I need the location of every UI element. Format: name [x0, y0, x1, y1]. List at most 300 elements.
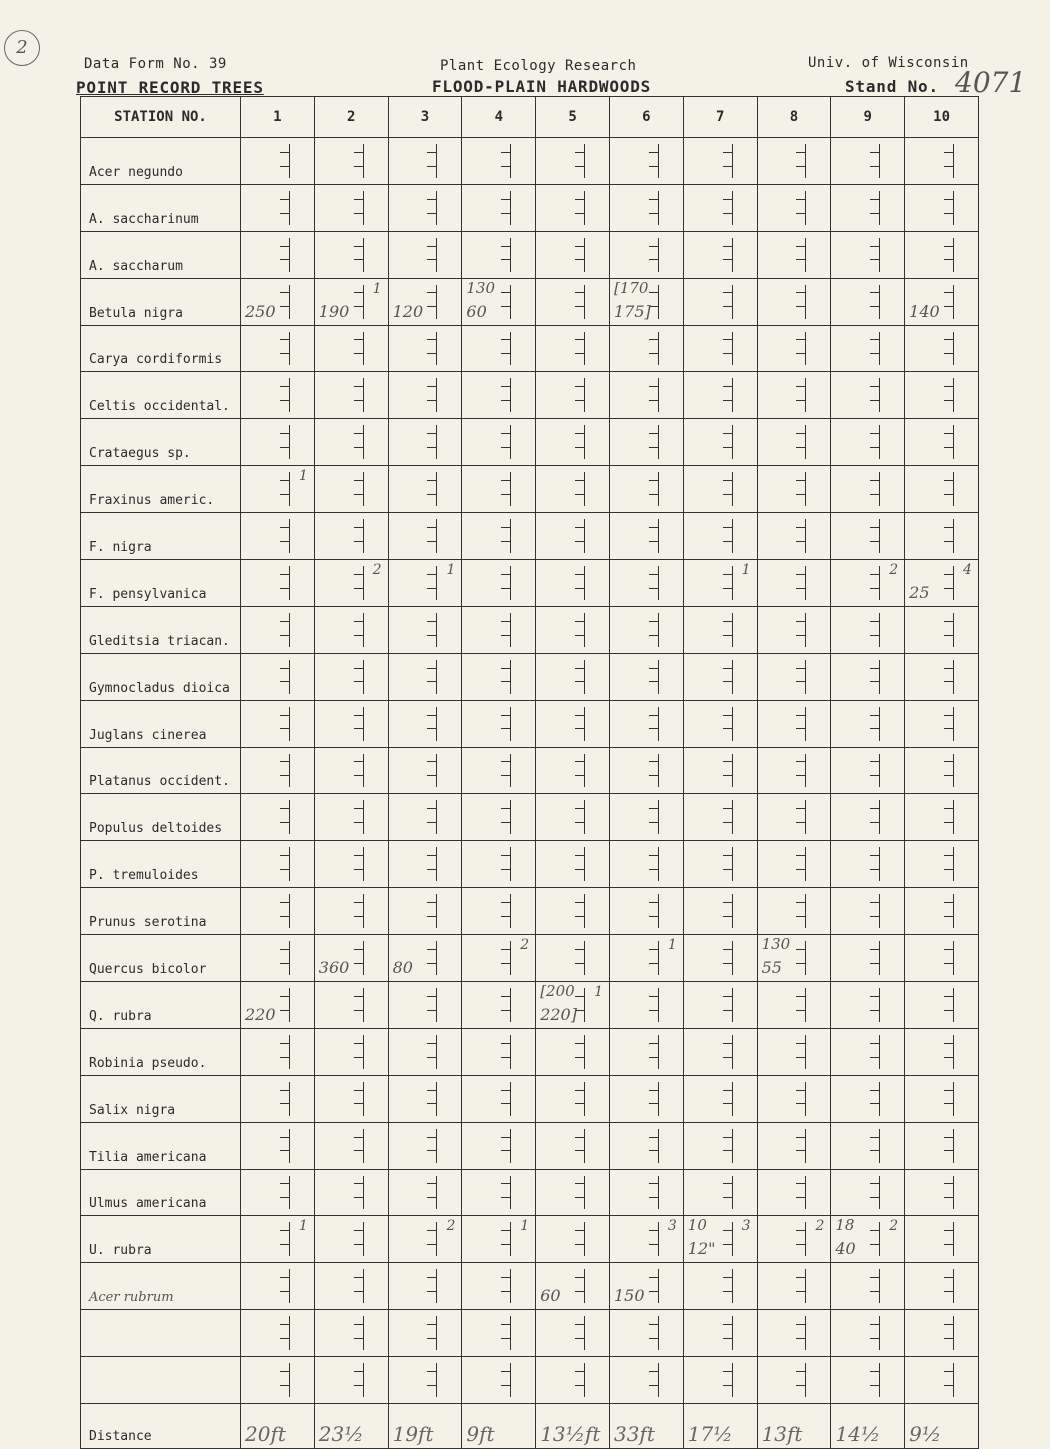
station-cell[interactable] [831, 888, 905, 935]
station-cell[interactable] [388, 466, 462, 513]
station-cell[interactable] [905, 606, 979, 653]
station-cell[interactable] [388, 372, 462, 419]
station-cell[interactable] [388, 138, 462, 185]
station-cell[interactable] [241, 372, 315, 419]
station-cell[interactable] [536, 1075, 610, 1122]
station-cell[interactable] [314, 419, 388, 466]
station-cell[interactable] [683, 794, 757, 841]
station-cell[interactable] [905, 982, 979, 1029]
station-cell[interactable] [536, 1310, 610, 1357]
station-cell[interactable] [905, 1169, 979, 1216]
station-cell[interactable] [388, 935, 462, 982]
station-cell[interactable] [241, 1357, 315, 1404]
station-cell[interactable] [757, 1122, 831, 1169]
station-cell[interactable] [388, 841, 462, 888]
station-cell[interactable] [388, 231, 462, 278]
cell-tick [796, 152, 806, 153]
station-cell[interactable] [388, 1122, 462, 1169]
station-cell[interactable] [905, 747, 979, 794]
station-cell[interactable] [831, 841, 905, 888]
station-cell[interactable] [388, 1263, 462, 1310]
cell-tick [427, 761, 437, 762]
distance-cell[interactable] [683, 1404, 757, 1449]
station-cell[interactable] [536, 1216, 610, 1263]
station-cell[interactable] [536, 278, 610, 325]
station-cell[interactable] [831, 1075, 905, 1122]
station-cell[interactable] [683, 935, 757, 982]
station-cell[interactable] [831, 513, 905, 560]
station-cell[interactable] [462, 653, 536, 700]
station-cell[interactable] [536, 1357, 610, 1404]
station-cell[interactable] [683, 419, 757, 466]
station-cell[interactable] [462, 466, 536, 513]
station-cell[interactable] [241, 184, 315, 231]
station-cell[interactable] [462, 935, 536, 982]
station-cell[interactable] [831, 794, 905, 841]
station-cell[interactable] [609, 747, 683, 794]
station-cell[interactable] [314, 325, 388, 372]
station-cell[interactable] [609, 606, 683, 653]
station-cell[interactable] [905, 138, 979, 185]
station-cell[interactable] [831, 184, 905, 231]
station-cell[interactable] [683, 138, 757, 185]
station-cell[interactable] [609, 1263, 683, 1310]
station-cell[interactable] [683, 231, 757, 278]
station-cell[interactable] [314, 1075, 388, 1122]
station-cell[interactable] [536, 700, 610, 747]
station-cell[interactable] [609, 1357, 683, 1404]
station-cell[interactable] [905, 231, 979, 278]
cell-tick [354, 1090, 364, 1091]
station-cell[interactable] [241, 1310, 315, 1357]
station-cell[interactable] [241, 888, 315, 935]
station-cell[interactable] [241, 419, 315, 466]
station-cell[interactable] [905, 841, 979, 888]
cell-tick [354, 386, 364, 387]
station-cell[interactable] [241, 841, 315, 888]
station-cell[interactable] [241, 1028, 315, 1075]
station-cell[interactable] [831, 1028, 905, 1075]
station-cell[interactable] [757, 888, 831, 935]
station-cell[interactable] [609, 888, 683, 935]
station-cell[interactable] [536, 935, 610, 982]
station-cell[interactable] [462, 888, 536, 935]
distance-cell[interactable] [388, 1404, 462, 1449]
station-cell[interactable] [462, 1216, 536, 1263]
station-cell[interactable] [609, 184, 683, 231]
station-cell[interactable] [314, 700, 388, 747]
station-cell[interactable] [905, 184, 979, 231]
station-cell[interactable] [241, 935, 315, 982]
station-cell[interactable] [905, 278, 979, 325]
station-cell[interactable] [314, 982, 388, 1029]
station-cell[interactable] [462, 841, 536, 888]
station-cell[interactable] [609, 1169, 683, 1216]
distance-cell[interactable] [609, 1404, 683, 1449]
cell-tick [427, 1244, 437, 1245]
station-cell[interactable] [388, 1310, 462, 1357]
station-cell[interactable] [905, 935, 979, 982]
species-name: Fraxinus americ. [81, 466, 241, 513]
station-cell[interactable] [388, 982, 462, 1029]
station-cell[interactable] [536, 372, 610, 419]
station-cell[interactable] [905, 1357, 979, 1404]
station-cell[interactable] [905, 1075, 979, 1122]
station-cell[interactable] [683, 372, 757, 419]
cell-divider [363, 847, 364, 881]
station-cell[interactable] [462, 138, 536, 185]
station-cell[interactable] [462, 231, 536, 278]
station-cell[interactable] [683, 747, 757, 794]
station-cell[interactable] [609, 325, 683, 372]
station-cell[interactable] [831, 1122, 905, 1169]
station-cell[interactable] [609, 466, 683, 513]
station-cell[interactable] [609, 231, 683, 278]
station-cell[interactable] [683, 841, 757, 888]
station-cell[interactable] [683, 1263, 757, 1310]
station-cell[interactable] [388, 1169, 462, 1216]
cell-tick [427, 902, 437, 903]
station-cell[interactable] [609, 1216, 683, 1263]
diameter-value: 130 [761, 935, 791, 954]
station-cell[interactable] [462, 372, 536, 419]
station-cell[interactable] [757, 747, 831, 794]
station-cell[interactable] [757, 1169, 831, 1216]
station-cell[interactable] [536, 606, 610, 653]
station-cell[interactable] [757, 1028, 831, 1075]
station-cell[interactable] [241, 231, 315, 278]
station-cell[interactable] [388, 888, 462, 935]
station-cell[interactable] [241, 1169, 315, 1216]
station-cell[interactable] [388, 560, 462, 607]
station-cell[interactable] [314, 560, 388, 607]
distance-cell[interactable] [757, 1404, 831, 1449]
station-cell[interactable] [314, 1357, 388, 1404]
station-cell[interactable] [831, 747, 905, 794]
station-cell[interactable] [683, 1169, 757, 1216]
station-cell[interactable] [314, 1310, 388, 1357]
station-cell[interactable] [757, 935, 831, 982]
station-cell[interactable] [757, 1357, 831, 1404]
station-cell[interactable] [388, 606, 462, 653]
station-cell[interactable] [462, 747, 536, 794]
station-cell[interactable] [683, 1357, 757, 1404]
station-cell[interactable] [683, 1122, 757, 1169]
station-cell[interactable] [757, 184, 831, 231]
station-cell[interactable] [831, 700, 905, 747]
station-cell[interactable] [536, 1263, 610, 1310]
cell-tick [944, 681, 954, 682]
station-cell[interactable] [388, 419, 462, 466]
station-cell[interactable] [536, 888, 610, 935]
station-cell[interactable] [831, 278, 905, 325]
station-cell[interactable] [241, 325, 315, 372]
station-cell[interactable] [388, 653, 462, 700]
station-cell[interactable] [757, 1075, 831, 1122]
station-cell[interactable] [314, 794, 388, 841]
station-cell[interactable] [388, 184, 462, 231]
station-cell[interactable] [757, 325, 831, 372]
station-cell[interactable] [462, 794, 536, 841]
station-cell[interactable] [609, 700, 683, 747]
station-cell[interactable] [831, 935, 905, 982]
station-cell[interactable] [241, 138, 315, 185]
station-cell[interactable] [609, 1028, 683, 1075]
station-cell[interactable] [536, 1169, 610, 1216]
station-cell[interactable] [462, 278, 536, 325]
station-cell[interactable] [536, 1028, 610, 1075]
cell-tick [796, 1371, 806, 1372]
station-cell[interactable] [609, 560, 683, 607]
station-cell[interactable] [314, 606, 388, 653]
station-cell[interactable] [314, 278, 388, 325]
station-cell[interactable] [683, 184, 757, 231]
station-cell[interactable] [241, 560, 315, 607]
station-cell[interactable] [241, 982, 315, 1029]
station-cell[interactable] [388, 1028, 462, 1075]
station-cell[interactable] [683, 1075, 757, 1122]
station-cell[interactable] [314, 1216, 388, 1263]
station-cell[interactable] [314, 513, 388, 560]
station-cell[interactable] [388, 1357, 462, 1404]
station-cell[interactable] [388, 747, 462, 794]
station-cell[interactable] [905, 1028, 979, 1075]
cell-divider [584, 754, 585, 788]
distance-cell[interactable] [905, 1404, 979, 1449]
station-cell[interactable] [905, 466, 979, 513]
station-cell[interactable] [241, 653, 315, 700]
cell-divider [436, 1176, 437, 1210]
station-cell[interactable] [609, 372, 683, 419]
station-cell[interactable] [536, 982, 610, 1029]
station-cell[interactable] [314, 1169, 388, 1216]
station-cell[interactable] [757, 606, 831, 653]
station-cell[interactable] [757, 700, 831, 747]
station-cell[interactable] [683, 888, 757, 935]
station-cell[interactable] [462, 560, 536, 607]
station-cell[interactable] [388, 1216, 462, 1263]
station-cell[interactable] [241, 1075, 315, 1122]
station-cell[interactable] [683, 560, 757, 607]
station-cell[interactable] [314, 1263, 388, 1310]
station-cell[interactable] [536, 747, 610, 794]
station-cell[interactable] [462, 325, 536, 372]
station-cell[interactable] [683, 606, 757, 653]
station-cell[interactable] [683, 1216, 757, 1263]
station-cell[interactable] [388, 794, 462, 841]
station-cell[interactable] [831, 1310, 905, 1357]
station-cell[interactable] [609, 653, 683, 700]
station-cell[interactable] [831, 466, 905, 513]
station-cell[interactable] [757, 372, 831, 419]
station-cell[interactable] [536, 419, 610, 466]
station-cell[interactable] [683, 653, 757, 700]
cell-divider [584, 425, 585, 459]
station-cell[interactable] [314, 1122, 388, 1169]
station-cell[interactable] [462, 1357, 536, 1404]
station-cell[interactable] [536, 1122, 610, 1169]
station-cell[interactable] [314, 466, 388, 513]
distance-cell[interactable] [314, 1404, 388, 1449]
cell-tick [870, 574, 880, 575]
station-cell[interactable] [905, 888, 979, 935]
station-cell[interactable] [905, 419, 979, 466]
station-cell[interactable] [314, 841, 388, 888]
station-cell[interactable] [831, 606, 905, 653]
station-cell[interactable] [462, 1028, 536, 1075]
station-cell[interactable] [241, 606, 315, 653]
station-cell[interactable] [609, 982, 683, 1029]
station-cell[interactable] [314, 184, 388, 231]
station-cell[interactable] [905, 372, 979, 419]
station-cell[interactable] [683, 466, 757, 513]
station-cell[interactable] [314, 653, 388, 700]
cell-divider [879, 1316, 880, 1350]
station-cell[interactable] [757, 794, 831, 841]
station-cell[interactable] [757, 1310, 831, 1357]
station-cell[interactable] [536, 841, 610, 888]
cell-tick [870, 1244, 880, 1245]
station-cell[interactable] [536, 325, 610, 372]
station-cell[interactable] [757, 841, 831, 888]
station-cell[interactable] [757, 1216, 831, 1263]
station-cell[interactable] [462, 1169, 536, 1216]
station-cell[interactable] [609, 1310, 683, 1357]
station-cell[interactable] [462, 982, 536, 1029]
station-cell[interactable] [905, 560, 979, 607]
station-cell[interactable] [314, 935, 388, 982]
station-cell[interactable] [388, 700, 462, 747]
station-cell[interactable] [757, 982, 831, 1029]
station-cell[interactable] [462, 184, 536, 231]
station-cell[interactable] [831, 372, 905, 419]
station-cell[interactable] [905, 700, 979, 747]
station-cell[interactable] [609, 935, 683, 982]
station-cell[interactable] [757, 138, 831, 185]
station-cell[interactable] [683, 1310, 757, 1357]
station-cell[interactable] [757, 419, 831, 466]
station-cell[interactable] [905, 1122, 979, 1169]
station-cell[interactable] [905, 1263, 979, 1310]
station-cell[interactable] [462, 419, 536, 466]
station-cell[interactable] [831, 1169, 905, 1216]
station-cell[interactable] [831, 419, 905, 466]
station-cell[interactable] [536, 794, 610, 841]
station-cell[interactable] [314, 372, 388, 419]
station-cell[interactable] [757, 513, 831, 560]
station-cell[interactable] [388, 513, 462, 560]
distance-cell[interactable] [462, 1404, 536, 1449]
station-cell[interactable] [388, 325, 462, 372]
station-cell[interactable] [241, 278, 315, 325]
station-cell[interactable] [241, 700, 315, 747]
station-cell[interactable] [905, 1310, 979, 1357]
station-cell[interactable] [388, 278, 462, 325]
station-cell[interactable] [683, 278, 757, 325]
station-cell[interactable] [536, 138, 610, 185]
station-cell[interactable] [831, 325, 905, 372]
station-cell[interactable] [462, 513, 536, 560]
cell-tick [944, 1230, 954, 1231]
station-cell[interactable] [683, 700, 757, 747]
station-cell[interactable] [683, 1028, 757, 1075]
station-cell[interactable] [536, 184, 610, 231]
station-cell[interactable] [462, 1075, 536, 1122]
station-cell[interactable] [831, 653, 905, 700]
station-cell[interactable] [314, 888, 388, 935]
station-cell[interactable] [536, 513, 610, 560]
station-cell[interactable] [831, 1357, 905, 1404]
station-cell[interactable] [609, 1075, 683, 1122]
station-cell[interactable] [831, 560, 905, 607]
station-cell[interactable] [905, 1216, 979, 1263]
station-cell[interactable] [683, 513, 757, 560]
station-cell[interactable] [757, 278, 831, 325]
station-cell[interactable] [905, 653, 979, 700]
station-cell[interactable] [757, 653, 831, 700]
station-cell[interactable] [462, 1310, 536, 1357]
station-cell[interactable] [609, 841, 683, 888]
station-cell[interactable] [757, 466, 831, 513]
station-cell[interactable] [609, 513, 683, 560]
station-cell[interactable] [241, 466, 315, 513]
station-cell[interactable] [241, 1122, 315, 1169]
station-cell[interactable] [388, 1075, 462, 1122]
station-cell[interactable] [757, 231, 831, 278]
station-cell[interactable] [241, 794, 315, 841]
station-cell[interactable] [683, 325, 757, 372]
cell-divider [584, 1316, 585, 1350]
station-cell[interactable] [536, 466, 610, 513]
station-cell[interactable] [536, 653, 610, 700]
station-cell[interactable] [462, 700, 536, 747]
station-cell[interactable] [757, 560, 831, 607]
station-cell[interactable] [905, 794, 979, 841]
station-cell[interactable] [609, 138, 683, 185]
station-cell[interactable] [462, 606, 536, 653]
station-cell[interactable] [831, 138, 905, 185]
station-cell[interactable] [241, 1263, 315, 1310]
station-cell[interactable] [314, 231, 388, 278]
station-cell[interactable] [609, 278, 683, 325]
station-cell[interactable] [314, 1028, 388, 1075]
station-cell[interactable] [536, 231, 610, 278]
station-cell[interactable] [314, 138, 388, 185]
station-cell[interactable] [536, 560, 610, 607]
distance-cell[interactable] [241, 1404, 315, 1449]
distance-cell[interactable] [831, 1404, 905, 1449]
station-cell[interactable] [609, 794, 683, 841]
station-cell[interactable] [831, 1216, 905, 1263]
station-cell[interactable] [241, 1216, 315, 1263]
station-cell[interactable] [314, 747, 388, 794]
station-cell[interactable] [831, 982, 905, 1029]
cell-tick [723, 949, 733, 950]
station-cell[interactable] [609, 419, 683, 466]
distance-cell[interactable] [536, 1404, 610, 1449]
station-cell[interactable] [462, 1263, 536, 1310]
station-cell[interactable] [831, 1263, 905, 1310]
station-cell[interactable] [757, 1263, 831, 1310]
station-cell[interactable] [905, 325, 979, 372]
station-cell[interactable] [905, 513, 979, 560]
station-cell[interactable] [241, 747, 315, 794]
station-cell[interactable] [683, 982, 757, 1029]
station-cell[interactable] [462, 1122, 536, 1169]
station-cell[interactable] [831, 231, 905, 278]
station-cell[interactable] [241, 513, 315, 560]
station-cell[interactable] [609, 1122, 683, 1169]
